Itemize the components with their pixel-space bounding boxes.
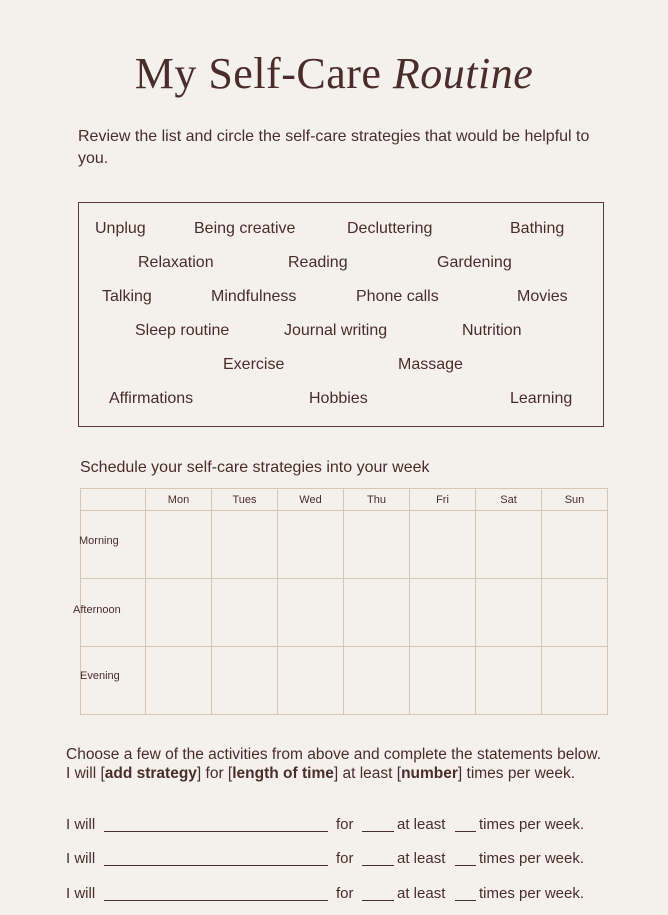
length-blank[interactable] xyxy=(362,817,394,832)
instructions-part: Choose a few of the activities from above and complete the statements below. I will [ xyxy=(66,746,602,782)
strategy-item[interactable]: Talking xyxy=(102,288,152,305)
title-italic: Routine xyxy=(392,49,534,98)
strategy-item[interactable]: Affirmations xyxy=(109,390,194,407)
row-label-afternoon: Afternoon xyxy=(73,604,121,616)
day-header: Mon xyxy=(146,489,212,511)
day-header: Sat xyxy=(476,489,542,511)
strategy-item[interactable]: Phone calls xyxy=(356,288,439,305)
row-label-morning: Morning xyxy=(79,535,119,547)
schedule-cell[interactable] xyxy=(344,511,410,579)
schedule-cell[interactable] xyxy=(146,647,212,715)
strategy-item[interactable]: Gardening xyxy=(437,254,512,271)
at-least-label: at least xyxy=(397,816,446,833)
schedule-cell[interactable] xyxy=(278,511,344,579)
strategy-item[interactable]: Massage xyxy=(398,356,463,373)
strategy-item[interactable]: Exercise xyxy=(223,356,285,373)
strategy-item[interactable]: Nutrition xyxy=(462,322,522,339)
schedule-cell[interactable] xyxy=(410,647,476,715)
schedule-cell[interactable] xyxy=(344,579,410,647)
schedule-cell[interactable] xyxy=(278,647,344,715)
strategy-item[interactable]: Movies xyxy=(517,288,568,305)
instructions-bold: number xyxy=(401,764,458,782)
intro-text: Review the list and circle the self-care strategies that would be helpful to you. xyxy=(78,128,590,167)
schedule-cell[interactable] xyxy=(542,647,608,715)
strategy-item[interactable]: Sleep routine xyxy=(135,322,230,339)
weekly-schedule-table xyxy=(80,488,608,715)
schedule-cell[interactable] xyxy=(410,579,476,647)
page-title xyxy=(0,48,668,99)
times-label: times per week. xyxy=(479,885,585,902)
day-header: Tues xyxy=(212,489,278,511)
strategy-item[interactable]: Learning xyxy=(510,390,573,407)
for-label: for xyxy=(336,816,354,833)
for-label: for xyxy=(336,885,354,902)
i-will-label: I will xyxy=(66,885,96,902)
schedule-cell[interactable] xyxy=(278,579,344,647)
strategy-blank[interactable] xyxy=(104,851,328,866)
statement-line xyxy=(66,885,626,905)
strategy-item[interactable]: Reading xyxy=(288,254,348,271)
schedule-cell[interactable] xyxy=(476,579,542,647)
schedule-cell[interactable] xyxy=(146,511,212,579)
number-blank[interactable] xyxy=(455,817,476,832)
strategy-item[interactable]: Bathing xyxy=(510,220,565,237)
instructions-part: ] at least [ xyxy=(333,764,402,782)
at-least-label: at least xyxy=(397,850,446,867)
schedule-cell[interactable] xyxy=(212,647,278,715)
instructions-bold: length of time xyxy=(232,764,334,782)
strategy-item[interactable]: Decluttering xyxy=(347,220,433,237)
strategy-item[interactable]: Being creative xyxy=(194,220,296,237)
schedule-cell[interactable] xyxy=(410,511,476,579)
schedule-title: Schedule your self-care strategies into your week xyxy=(80,459,430,476)
schedule-cell[interactable] xyxy=(212,579,278,647)
instructions-text xyxy=(66,746,606,783)
length-blank[interactable] xyxy=(362,886,394,901)
instructions-part: ] for [ xyxy=(196,764,233,782)
strategy-item[interactable]: Mindfulness xyxy=(211,288,297,305)
row-label-evening: Evening xyxy=(80,670,120,682)
day-header: Thu xyxy=(344,489,410,511)
day-header: Wed xyxy=(278,489,344,511)
title-main: My Self-Care xyxy=(134,49,382,98)
at-least-label: at least xyxy=(397,885,446,902)
times-label: times per week. xyxy=(479,850,585,867)
strategy-item[interactable]: Relaxation xyxy=(138,254,214,271)
schedule-row-evening xyxy=(81,647,608,715)
schedule-header-row xyxy=(81,489,608,511)
schedule-cell[interactable] xyxy=(476,647,542,715)
i-will-label: I will xyxy=(66,850,96,867)
day-header: Fri xyxy=(410,489,476,511)
length-blank[interactable] xyxy=(362,851,394,866)
strategy-blank[interactable] xyxy=(104,886,328,901)
day-header: Sun xyxy=(542,489,608,511)
schedule-cell[interactable] xyxy=(212,511,278,579)
schedule-cell[interactable] xyxy=(542,579,608,647)
statement-line xyxy=(66,850,626,870)
for-label: for xyxy=(336,850,354,867)
schedule-cell[interactable] xyxy=(344,647,410,715)
corner-cell xyxy=(81,489,146,511)
schedule-cell[interactable] xyxy=(542,511,608,579)
strategy-item[interactable]: Hobbies xyxy=(309,390,368,407)
schedule-cell[interactable] xyxy=(146,579,212,647)
instructions-part: ] times per week. xyxy=(457,764,576,782)
strategy-item[interactable]: Journal writing xyxy=(284,322,388,339)
times-label: times per week. xyxy=(479,816,585,833)
i-will-label: I will xyxy=(66,816,96,833)
schedule-row-morning xyxy=(81,511,608,579)
strategy-list-box xyxy=(78,202,604,427)
strategy-blank[interactable] xyxy=(104,817,328,832)
number-blank[interactable] xyxy=(455,851,476,866)
schedule-cell[interactable] xyxy=(476,511,542,579)
strategy-item[interactable]: Unplug xyxy=(95,220,146,237)
number-blank[interactable] xyxy=(455,886,476,901)
instructions-bold: add strategy xyxy=(104,764,197,782)
statement-line xyxy=(66,816,626,836)
schedule-row-afternoon xyxy=(81,579,608,647)
